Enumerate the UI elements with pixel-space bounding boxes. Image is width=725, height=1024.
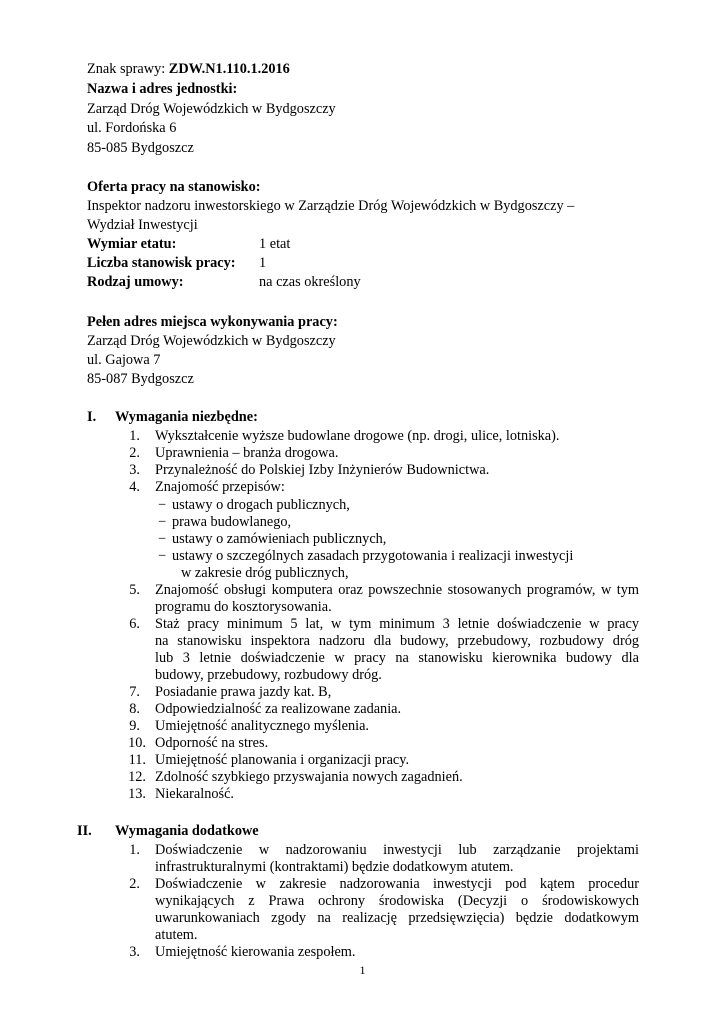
count-value: 1 — [259, 255, 267, 271]
item-number: 9. — [129, 718, 140, 734]
sub-item: ustawy o zamówieniach publicznych, — [172, 531, 387, 547]
item-number: 5. — [129, 582, 140, 598]
workplace-name: Zarząd Dróg Wojewódzkich w Bydgoszczy — [87, 333, 336, 349]
count-label: Liczba stanowisk pracy: — [87, 255, 236, 271]
list-item: Znajomość przepisów: — [155, 479, 285, 495]
workplace-heading: Pełen adres miejsca wykonywania pracy: — [87, 314, 338, 330]
list-item: Wykształcenie wyższe budowlane drogowe (np. drogi, ulice, lotniska). — [155, 428, 560, 444]
list-item: Uprawnienia – branża drogowa. — [155, 445, 339, 461]
list-item: Posiadanie prawa jazdy kat. B, — [155, 684, 332, 700]
list-item-continuation: atutem. — [155, 927, 198, 943]
unit-street: ul. Fordońska 6 — [87, 120, 177, 136]
etat-value: 1 etat — [259, 236, 291, 252]
etat-row — [87, 236, 290, 253]
case-number: ZDW.N1.110.1.2016 — [168, 61, 290, 77]
list-item-continuation: lub 3 letnie doświadczenie w pracy na stanowisku kierownika budowy dla — [155, 650, 639, 666]
list-item-continuation: wynikających z Prawa ochrony środowiska (Decyzji o środowiskowych — [155, 893, 639, 909]
list-item: Doświadczenie w zakresie nadzorowania inwestycji pod kątem procedur — [155, 876, 639, 892]
item-number: 10. — [128, 735, 146, 751]
etat-label: Wymiar etatu: — [87, 236, 177, 252]
list-item: Zdolność szybkiego przyswajania nowych zagadnień. — [155, 769, 463, 785]
list-item: Umiejętność planowania i organizacji pracy. — [155, 752, 410, 768]
list-item: Umiejętność kierowania zespołem. — [155, 944, 356, 960]
item-number: 2. — [129, 445, 140, 461]
section-2-title: Wymagania dodatkowe — [115, 823, 259, 839]
list-item: Umiejętność analitycznego myślenia. — [155, 718, 369, 734]
unit-heading: Nazwa i adres jednostki: — [87, 81, 238, 97]
list-item: Odpowiedzialność za realizowane zadania. — [155, 701, 402, 717]
sub-item: ustawy o drogach publicznych, — [172, 497, 350, 513]
list-item: Staż pracy minimum 5 lat, w tym minimum 3 letnie doświadczenie w pracy — [155, 616, 639, 632]
list-item: Przynależność do Polskiej Izby Inżynierów Budownictwa. — [155, 462, 490, 478]
item-number: 3. — [129, 944, 140, 960]
case-number-line — [87, 61, 290, 78]
unit-name: Zarząd Dróg Wojewódzkich w Bydgoszczy — [87, 101, 336, 117]
contract-value: na czas określony — [259, 274, 361, 290]
dash-bullet: − — [158, 531, 167, 547]
dash-bullet: − — [158, 514, 167, 530]
item-number: 4. — [129, 479, 140, 495]
position-line-1: Inspektor nadzoru inwestorskiego w Zarządzie Dróg Wojewódzkich w Bydgoszczy – — [87, 198, 575, 214]
workplace-city: 85-087 Bydgoszcz — [87, 371, 194, 387]
list-item: Doświadczenie w nadzorowaniu inwestycji lub zarządzanie projektami — [155, 842, 639, 858]
item-number: 11. — [128, 752, 146, 768]
page-number: 1 — [359, 963, 366, 977]
item-number: 12. — [128, 769, 146, 785]
sub-item: ustawy o szczególnych zasadach przygotowania i realizacji inwestycji — [172, 548, 574, 564]
dash-bullet: − — [158, 497, 167, 513]
position-line-2: Wydział Inwestycji — [87, 217, 198, 233]
item-number: 8. — [129, 701, 140, 717]
item-number: 1. — [129, 428, 140, 444]
list-item: Odporność na stres. — [155, 735, 269, 751]
item-number: 6. — [129, 616, 140, 632]
item-number: 7. — [129, 684, 140, 700]
list-item: Znajomość obsługi komputera oraz powszechnie stosowanych programów, w tym — [155, 582, 639, 598]
offer-heading: Oferta pracy na stanowisko: — [87, 179, 261, 195]
section-1-title: Wymagania niezbędne: — [115, 409, 258, 425]
case-label: Znak sprawy: — [87, 61, 166, 77]
list-item-continuation: na stanowisku inspektora nadzoru dla budowy, przebudowy, rozbudowy dróg — [155, 633, 639, 649]
unit-city: 85-085 Bydgoszcz — [87, 140, 194, 156]
count-row — [87, 255, 266, 272]
item-number: 3. — [129, 462, 140, 478]
contract-row — [87, 274, 361, 291]
item-number: 2. — [129, 876, 140, 892]
sub-item: prawa budowlanego, — [172, 514, 292, 530]
list-item-continuation: budowy, przebudowy, rozbudowy dróg. — [155, 667, 382, 683]
list-item-continuation: programu do kosztorysowania. — [155, 599, 332, 615]
section-2-numeral: II. — [77, 823, 92, 839]
section-1-numeral: I. — [87, 409, 97, 425]
workplace-street: ul. Gajowa 7 — [87, 352, 161, 368]
dash-bullet: − — [158, 548, 167, 564]
list-item-continuation: infrastrukturalnymi (kontraktami) będzie dodatkowym atutem. — [155, 859, 514, 875]
item-number: 13. — [128, 786, 146, 802]
list-item: Niekaralność. — [155, 786, 234, 802]
list-item-continuation: uwarunkowaniach zgody na realizację przedsięwzięcia) będzie dodatkowym — [155, 910, 639, 926]
item-number: 1. — [129, 842, 140, 858]
sub-item-continuation: w zakresie dróg publicznych, — [181, 565, 349, 581]
contract-label: Rodzaj umowy: — [87, 274, 184, 290]
